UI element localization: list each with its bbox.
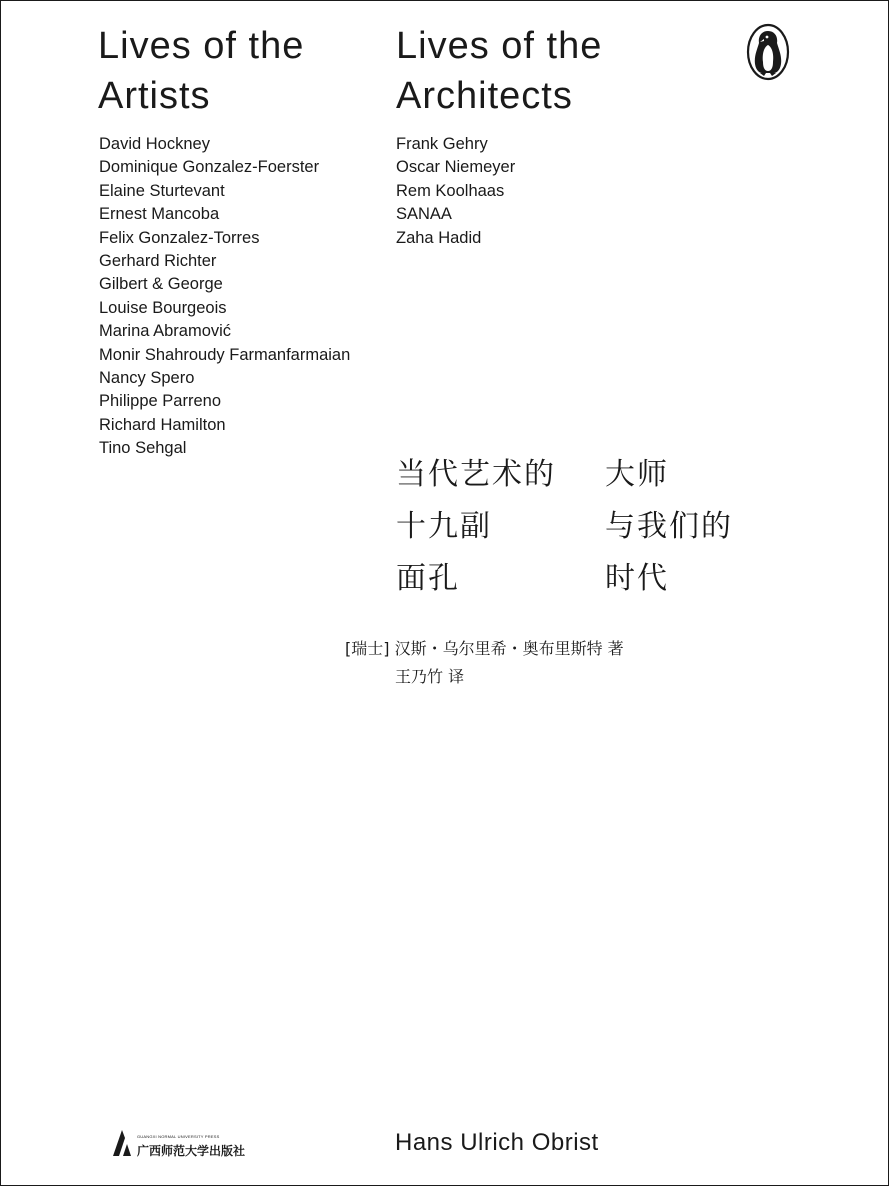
artist-name: Nancy Spero [99,369,195,388]
chinese-title-line: 时代 [605,561,669,596]
artist-name: Gerhard Richter [99,252,217,271]
architect-name: SANAA [396,205,452,224]
artists-list [99,133,350,461]
artist-name: Tino Sehgal [99,439,187,458]
architect-name: Oscar Niemeyer [396,158,516,177]
artist-name: Felix Gonzalez-Torres [99,228,260,247]
title-artists-line2: Artists [98,75,211,117]
publisher-mark-icon [111,1128,133,1158]
title-architects [396,21,602,121]
artist-name: Richard Hamilton [99,415,226,434]
artist-name: Dominique Gonzalez-Foerster [99,158,320,177]
author-name-en: Hans Ulrich Obrist [395,1129,599,1156]
penguin-logo-icon [746,23,790,81]
architect-name: Frank Gehry [396,135,488,153]
translator-credit: 王乃竹 译 [395,667,465,686]
artist-name: David Hockney [99,135,210,153]
artist-name: Elaine Sturtevant [99,181,225,200]
artist-name: Monir Shahroudy Farmanfarmaian [99,345,351,364]
chinese-title-line: 面孔 [396,561,460,596]
publisher-logo [111,1128,246,1162]
title-artists-line1: Lives of the [98,25,305,67]
artist-name: Marina Abramović [99,322,232,341]
artist-name: Louise Bourgeois [99,298,227,317]
title-architects-line2: Architects [396,75,573,117]
chinese-title-line: 与我们的 [605,509,733,544]
artist-name: Ernest Mancoba [99,205,220,224]
chinese-title-line: 大师 [605,457,669,492]
architects-list [396,133,515,250]
title-architects-line1: Lives of the [396,25,603,67]
chinese-title-left [396,449,556,605]
architect-name: Zaha Hadid [396,228,482,247]
publisher-name-en: GUANGXI NORMAL UNIVERSITY PRESS [137,1134,220,1139]
chinese-title-line: 当代艺术的 [396,457,556,492]
publisher-name-cn: 广西师范大学出版社 [137,1144,246,1158]
chinese-title-right [605,449,733,605]
author-credit: [瑞士] 汉斯・乌尔里希・奥布里斯特 著 [345,639,624,658]
artist-name: Gilbert & George [99,275,223,294]
title-artists [98,21,304,121]
architect-name: Rem Koolhaas [396,181,505,200]
chinese-title-line: 十九副 [396,509,492,544]
artist-name: Philippe Parreno [99,392,221,411]
